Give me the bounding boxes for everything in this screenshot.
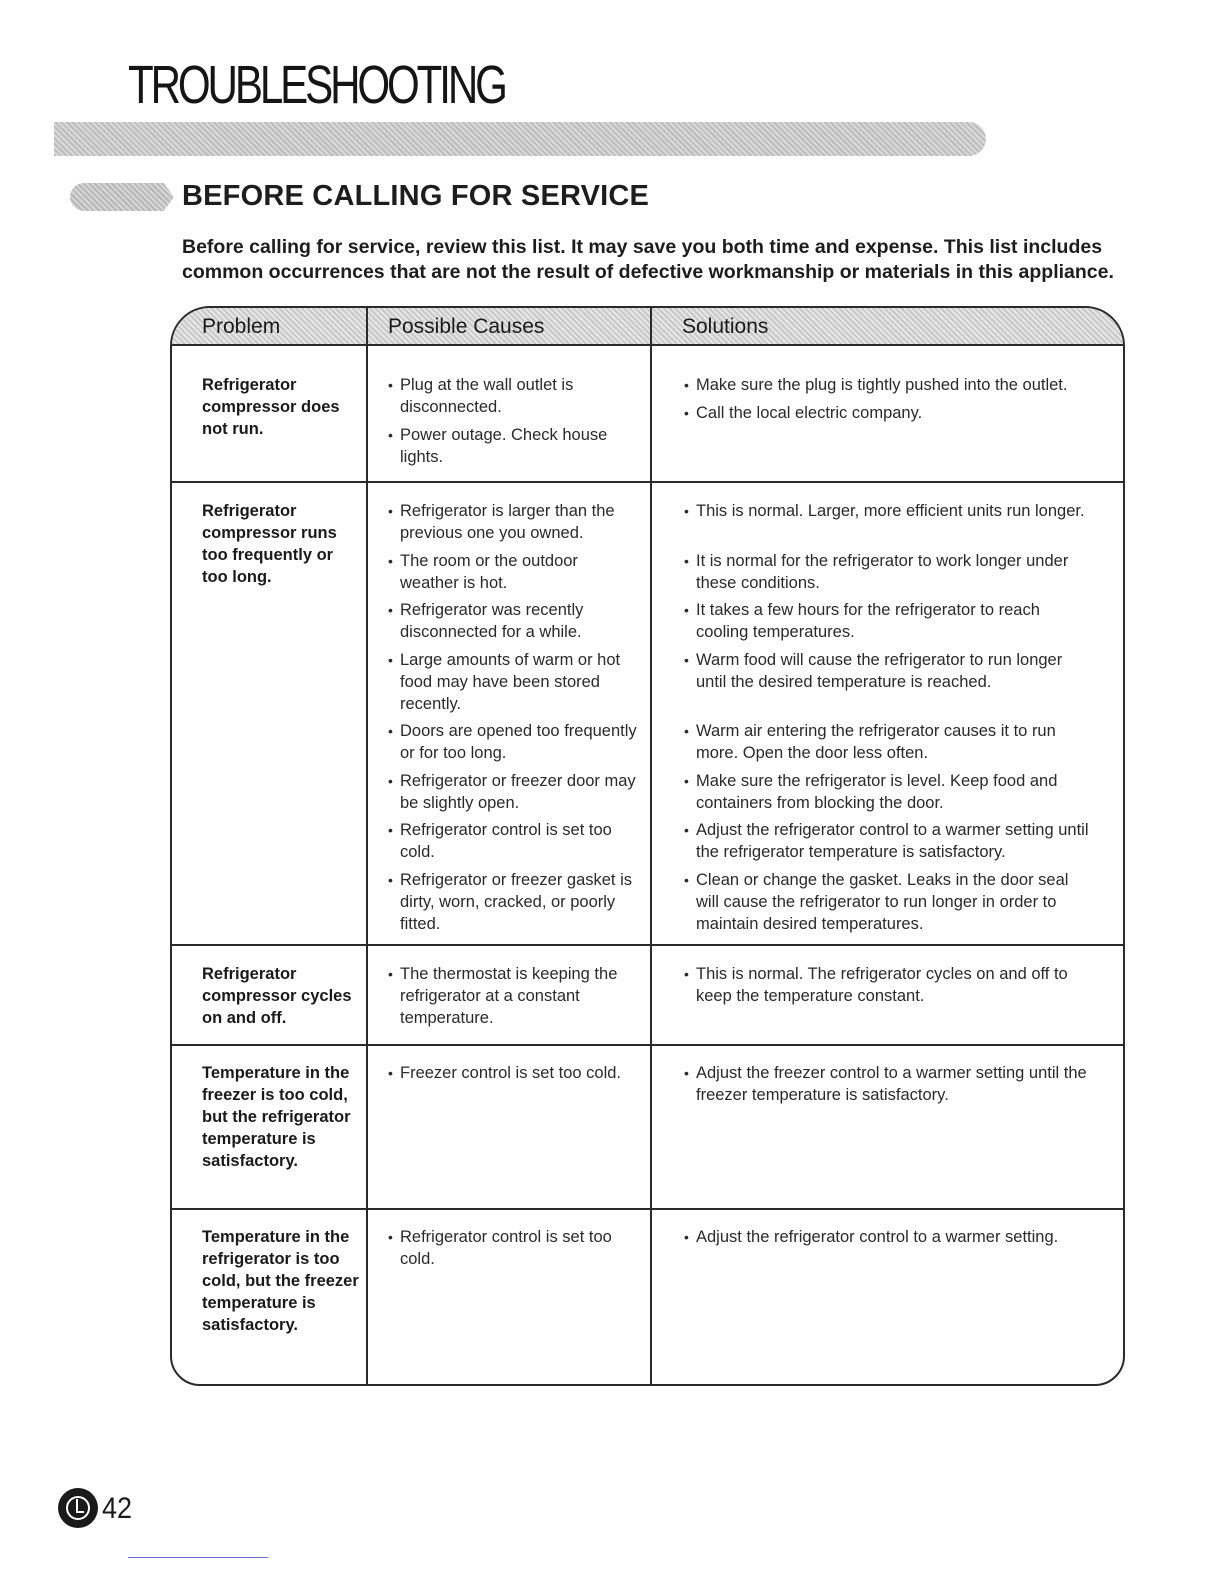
table-row xyxy=(172,963,1123,1043)
cause-item: • Doors are opened too frequently or for too long. xyxy=(388,720,638,764)
section-marker-icon xyxy=(70,183,174,211)
header-solutions: Solutions xyxy=(682,315,769,338)
row-solutions xyxy=(684,1062,1094,1112)
solution-item: • Adjust the freezer control to a warmer setting until the freezer temperature is satisfactory. xyxy=(684,1062,1094,1106)
row-problem: Refrigerator compressor does not run. xyxy=(202,376,340,438)
solution-item: • It takes a few hours for the refrigerator to reach cooling temperatures. xyxy=(684,599,1094,643)
cause-item: • Refrigerator is larger than the previous one you owned. xyxy=(388,500,638,544)
troubleshooting-table xyxy=(170,306,1125,1386)
cause-item: • The thermostat is keeping the refrigerator at a constant temperature. xyxy=(388,963,638,1029)
solution-item: • Warm air entering the refrigerator causes it to run more. Open the door less often. xyxy=(684,720,1094,764)
header-problem: Problem xyxy=(202,315,281,338)
solution-item: • Make sure the refrigerator is level. Keep food and containers from blocking the door. xyxy=(684,770,1094,814)
solution-item: • Adjust the refrigerator control to a warmer setting. xyxy=(684,1226,1094,1248)
table-row xyxy=(172,374,1123,482)
solution-item: • This is normal. Larger, more efficient units run longer. xyxy=(684,500,1094,544)
page-number: 42 xyxy=(102,1492,133,1525)
row-solutions xyxy=(684,500,1094,940)
header-causes: Possible Causes xyxy=(388,315,545,338)
solution-item: • Call the local electric company. xyxy=(684,402,1094,424)
solution-item: • It is normal for the refrigerator to work longer under these conditions. xyxy=(684,550,1094,594)
row-divider xyxy=(172,481,1123,483)
solution-item: • Make sure the plug is tightly pushed into the outlet. xyxy=(684,374,1094,396)
row-solutions xyxy=(684,374,1094,429)
cause-item: • Refrigerator control is set too cold. xyxy=(388,819,638,863)
cause-item: • Refrigerator was recently disconnected for a while. xyxy=(388,599,638,643)
row-causes xyxy=(388,1062,638,1090)
logo-ring xyxy=(66,1496,90,1520)
solution-item: • Warm food will cause the refrigerator to run longer until the desired temperature is reached. xyxy=(684,649,1094,715)
solution-item: • Adjust the refrigerator control to a warmer setting until the refrigerator temperature is satisfactory. xyxy=(684,819,1094,863)
row-causes xyxy=(388,374,638,473)
footer-rule xyxy=(128,1557,268,1558)
table-row xyxy=(172,1062,1123,1202)
cause-item: • Refrigerator or freezer gasket is dirty, worn, cracked, or poorly fitted. xyxy=(388,869,638,935)
table-row xyxy=(172,1226,1123,1366)
row-divider xyxy=(172,1208,1123,1210)
row-problem: Refrigerator compressor cycles on and off. xyxy=(202,965,352,1027)
cause-item: • Refrigerator control is set too cold. xyxy=(388,1226,638,1270)
section-title: BEFORE CALLING FOR SERVICE xyxy=(182,180,650,212)
row-causes xyxy=(388,500,638,940)
solution-item: • Clean or change the gasket. Leaks in the door seal will cause the refrigerator to run longer in order to maintain desired temperatures. xyxy=(684,869,1094,935)
cause-item: • Large amounts of warm or hot food may have been stored recently. xyxy=(388,649,638,715)
row-solutions xyxy=(684,963,1094,1013)
row-solutions xyxy=(684,1226,1094,1254)
row-divider xyxy=(172,944,1123,946)
row-causes xyxy=(388,1226,638,1276)
lg-logo-icon xyxy=(58,1488,98,1528)
table-header xyxy=(172,308,1123,346)
cause-item: • The room or the outdoor weather is hot. xyxy=(388,550,638,594)
solution-item: • This is normal. The refrigerator cycles on and off to keep the temperature constant. xyxy=(684,963,1094,1007)
page-title: TROUBLESHOOTING xyxy=(128,55,505,115)
cause-item: • Power outage. Check house lights. xyxy=(388,424,638,468)
row-problem: Refrigerator compressor runs too frequently or too long. xyxy=(202,502,337,586)
logo-mark xyxy=(76,1511,84,1513)
intro-text: Before calling for service, review this list. It may save you both time and expense. This list includes common occurrences that are not the result of defective workmanship or materials in this appliance. xyxy=(182,236,1114,283)
cause-item: • Refrigerator or freezer door may be slightly open. xyxy=(388,770,638,814)
title-bar xyxy=(54,122,986,156)
cause-item: • Plug at the wall outlet is disconnected. xyxy=(388,374,638,418)
row-problem: Temperature in the freezer is too cold, but the refrigerator temperature is satisfactory. xyxy=(202,1064,351,1170)
row-causes xyxy=(388,963,638,1035)
table-row xyxy=(172,500,1123,940)
cause-item: • Freezer control is set too cold. xyxy=(388,1062,638,1084)
row-problem: Temperature in the refrigerator is too cold, but the freezer temperature is satisfactory. xyxy=(202,1228,359,1334)
row-divider xyxy=(172,1044,1123,1046)
